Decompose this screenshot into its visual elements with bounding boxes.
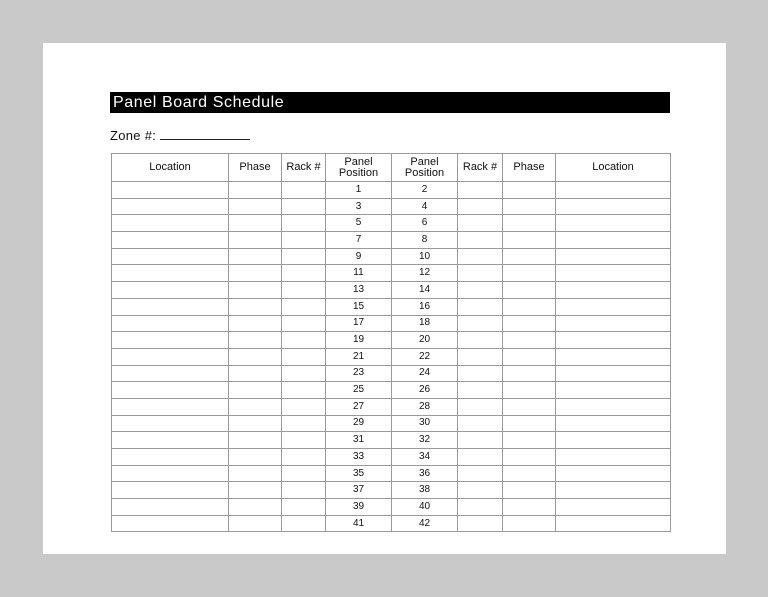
rack-left-cell[interactable] [282, 465, 326, 482]
rack-right-cell[interactable] [458, 482, 503, 499]
phase-left-cell[interactable] [229, 449, 282, 466]
phase-right-cell[interactable] [503, 265, 556, 282]
location-left-cell[interactable] [112, 348, 229, 365]
phase-left-cell[interactable] [229, 298, 282, 315]
table-row [112, 348, 671, 365]
rack-right-cell[interactable] [458, 449, 503, 466]
phase-right-cell[interactable] [503, 332, 556, 349]
column-header-panel-position-left: Panel Position [326, 154, 392, 182]
panel-position-right-cell: 32 [392, 432, 458, 449]
zone-field [110, 128, 250, 143]
table-row [112, 315, 671, 332]
rack-right-cell[interactable] [458, 382, 503, 399]
location-left-cell[interactable] [112, 298, 229, 315]
table-row [112, 332, 671, 349]
phase-left-cell[interactable] [229, 198, 282, 215]
rack-right-cell[interactable] [458, 332, 503, 349]
phase-right-cell[interactable] [503, 415, 556, 432]
rack-left-cell[interactable] [282, 398, 326, 415]
location-right-cell[interactable] [556, 248, 671, 265]
location-right-cell[interactable] [556, 332, 671, 349]
rack-left-cell[interactable] [282, 432, 326, 449]
phase-left-cell[interactable] [229, 232, 282, 249]
table-row [112, 499, 671, 516]
table-row [112, 365, 671, 382]
phase-right-cell[interactable] [503, 432, 556, 449]
location-left-cell[interactable] [112, 515, 229, 532]
phase-right-cell[interactable] [503, 515, 556, 532]
panel-position-right-cell: 28 [392, 398, 458, 415]
location-left-cell[interactable] [112, 182, 229, 199]
location-left-cell[interactable] [112, 282, 229, 299]
location-left-cell[interactable] [112, 415, 229, 432]
page-title: Panel Board Schedule [110, 92, 670, 113]
rack-right-cell[interactable] [458, 398, 503, 415]
location-left-cell[interactable] [112, 398, 229, 415]
phase-left-cell[interactable] [229, 415, 282, 432]
panel-position-right-cell: 36 [392, 465, 458, 482]
panel-position-right-cell: 4 [392, 198, 458, 215]
phase-left-cell[interactable] [229, 215, 282, 232]
panel-position-left-cell: 19 [326, 332, 392, 349]
rack-left-cell[interactable] [282, 215, 326, 232]
rack-left-cell[interactable] [282, 198, 326, 215]
table-row [112, 282, 671, 299]
location-left-cell[interactable] [112, 232, 229, 249]
location-right-cell[interactable] [556, 215, 671, 232]
phase-left-cell[interactable] [229, 282, 282, 299]
location-left-cell[interactable] [112, 482, 229, 499]
location-left-cell[interactable] [112, 382, 229, 399]
table-row [112, 248, 671, 265]
rack-right-cell[interactable] [458, 415, 503, 432]
phase-left-cell[interactable] [229, 382, 282, 399]
column-header-phase-left: Phase [229, 154, 282, 182]
panel-position-right-cell: 42 [392, 515, 458, 532]
location-right-cell[interactable] [556, 382, 671, 399]
rack-left-cell[interactable] [282, 315, 326, 332]
panel-position-right-cell: 12 [392, 265, 458, 282]
rack-right-cell[interactable] [458, 282, 503, 299]
panel-position-right-cell: 6 [392, 215, 458, 232]
panel-position-right-cell: 2 [392, 182, 458, 199]
rack-left-cell[interactable] [282, 265, 326, 282]
rack-left-cell[interactable] [282, 415, 326, 432]
phase-left-cell[interactable] [229, 398, 282, 415]
phase-right-cell[interactable] [503, 315, 556, 332]
panel-position-left-cell: 17 [326, 315, 392, 332]
location-right-cell[interactable] [556, 265, 671, 282]
column-header-location-right: Location [556, 154, 671, 182]
table-row [112, 382, 671, 399]
location-right-cell[interactable] [556, 365, 671, 382]
panel-position-left-cell: 37 [326, 482, 392, 499]
location-left-cell[interactable] [112, 198, 229, 215]
phase-left-cell[interactable] [229, 432, 282, 449]
panel-position-left-cell: 15 [326, 298, 392, 315]
panel-position-right-cell: 18 [392, 315, 458, 332]
panel-position-left-cell: 41 [326, 515, 392, 532]
table-row [112, 482, 671, 499]
phase-left-cell[interactable] [229, 182, 282, 199]
rack-left-cell[interactable] [282, 182, 326, 199]
phase-left-cell[interactable] [229, 515, 282, 532]
rack-right-cell[interactable] [458, 232, 503, 249]
phase-left-cell[interactable] [229, 332, 282, 349]
table-row [112, 449, 671, 466]
table-row [112, 232, 671, 249]
phase-right-cell[interactable] [503, 215, 556, 232]
rack-left-cell[interactable] [282, 248, 326, 265]
rack-right-cell[interactable] [458, 298, 503, 315]
panel-position-left-cell: 31 [326, 432, 392, 449]
location-left-cell[interactable] [112, 449, 229, 466]
panel-position-left-cell: 1 [326, 182, 392, 199]
location-left-cell[interactable] [112, 465, 229, 482]
panel-position-right-cell: 20 [392, 332, 458, 349]
rack-left-cell[interactable] [282, 298, 326, 315]
table-row [112, 415, 671, 432]
rack-right-cell[interactable] [458, 315, 503, 332]
phase-right-cell[interactable] [503, 482, 556, 499]
panel-position-left-cell: 11 [326, 265, 392, 282]
location-left-cell[interactable] [112, 265, 229, 282]
table-row [112, 398, 671, 415]
panel-position-right-cell: 14 [392, 282, 458, 299]
panel-position-right-cell: 22 [392, 348, 458, 365]
column-header-rack-left: Rack # [282, 154, 326, 182]
rack-left-cell[interactable] [282, 382, 326, 399]
phase-left-cell[interactable] [229, 265, 282, 282]
rack-right-cell[interactable] [458, 348, 503, 365]
phase-right-cell[interactable] [503, 499, 556, 516]
panel-position-right-cell: 16 [392, 298, 458, 315]
location-left-cell[interactable] [112, 499, 229, 516]
table-row [112, 215, 671, 232]
phase-right-cell[interactable] [503, 398, 556, 415]
rack-right-cell[interactable] [458, 432, 503, 449]
location-right-cell[interactable] [556, 482, 671, 499]
column-header-rack-right: Rack # [458, 154, 503, 182]
location-right-cell[interactable] [556, 182, 671, 199]
rack-right-cell[interactable] [458, 182, 503, 199]
panel-position-right-cell: 24 [392, 365, 458, 382]
rack-right-cell[interactable] [458, 248, 503, 265]
panel-position-right-cell: 8 [392, 232, 458, 249]
table-row [112, 298, 671, 315]
table-row [112, 265, 671, 282]
rack-right-cell[interactable] [458, 215, 503, 232]
panel-position-right-cell: 10 [392, 248, 458, 265]
phase-right-cell[interactable] [503, 449, 556, 466]
location-right-cell[interactable] [556, 465, 671, 482]
panel-position-left-cell: 29 [326, 415, 392, 432]
phase-right-cell[interactable] [503, 382, 556, 399]
phase-left-cell[interactable] [229, 348, 282, 365]
table-header-row [112, 154, 671, 182]
panel-position-left-cell: 33 [326, 449, 392, 466]
location-left-cell[interactable] [112, 432, 229, 449]
location-left-cell[interactable] [112, 248, 229, 265]
rack-left-cell[interactable] [282, 515, 326, 532]
panel-position-left-cell: 13 [326, 282, 392, 299]
table-row [112, 465, 671, 482]
location-right-cell[interactable] [556, 198, 671, 215]
phase-left-cell[interactable] [229, 315, 282, 332]
table-row [112, 182, 671, 199]
panel-position-left-cell: 5 [326, 215, 392, 232]
phase-right-cell[interactable] [503, 182, 556, 199]
phase-right-cell[interactable] [503, 232, 556, 249]
location-right-cell[interactable] [556, 432, 671, 449]
panel-position-left-cell: 3 [326, 198, 392, 215]
table-body [112, 182, 671, 532]
rack-left-cell[interactable] [282, 332, 326, 349]
rack-left-cell[interactable] [282, 348, 326, 365]
phase-right-cell[interactable] [503, 198, 556, 215]
rack-left-cell[interactable] [282, 482, 326, 499]
rack-right-cell[interactable] [458, 465, 503, 482]
location-right-cell[interactable] [556, 449, 671, 466]
phase-left-cell[interactable] [229, 465, 282, 482]
rack-right-cell[interactable] [458, 499, 503, 516]
panel-position-left-cell: 21 [326, 348, 392, 365]
panel-position-left-cell: 7 [326, 232, 392, 249]
location-right-cell[interactable] [556, 232, 671, 249]
location-left-cell[interactable] [112, 332, 229, 349]
panel-position-right-cell: 34 [392, 449, 458, 466]
location-right-cell[interactable] [556, 499, 671, 516]
table-row [112, 515, 671, 532]
panel-position-left-cell: 27 [326, 398, 392, 415]
location-right-cell[interactable] [556, 298, 671, 315]
location-right-cell[interactable] [556, 282, 671, 299]
panel-position-right-cell: 38 [392, 482, 458, 499]
table-row [112, 198, 671, 215]
rack-left-cell[interactable] [282, 365, 326, 382]
panel-position-right-cell: 26 [392, 382, 458, 399]
location-left-cell[interactable] [112, 215, 229, 232]
rack-right-cell[interactable] [458, 265, 503, 282]
panel-schedule-table [111, 153, 671, 532]
location-left-cell[interactable] [112, 365, 229, 382]
phase-right-cell[interactable] [503, 282, 556, 299]
zone-label: Zone #: [110, 128, 157, 143]
rack-right-cell[interactable] [458, 365, 503, 382]
phase-left-cell[interactable] [229, 248, 282, 265]
phase-left-cell[interactable] [229, 482, 282, 499]
panel-position-left-cell: 23 [326, 365, 392, 382]
phase-right-cell[interactable] [503, 465, 556, 482]
rack-left-cell[interactable] [282, 449, 326, 466]
phase-right-cell[interactable] [503, 365, 556, 382]
rack-left-cell[interactable] [282, 232, 326, 249]
rack-right-cell[interactable] [458, 198, 503, 215]
phase-left-cell[interactable] [229, 499, 282, 516]
location-right-cell[interactable] [556, 398, 671, 415]
rack-right-cell[interactable] [458, 515, 503, 532]
rack-left-cell[interactable] [282, 499, 326, 516]
phase-right-cell[interactable] [503, 298, 556, 315]
panel-position-left-cell: 35 [326, 465, 392, 482]
panel-position-left-cell: 39 [326, 499, 392, 516]
column-header-location-left: Location [112, 154, 229, 182]
location-right-cell[interactable] [556, 515, 671, 532]
phase-right-cell[interactable] [503, 248, 556, 265]
panel-position-right-cell: 40 [392, 499, 458, 516]
location-right-cell[interactable] [556, 415, 671, 432]
table-row [112, 432, 671, 449]
document-page [43, 43, 726, 554]
panel-position-left-cell: 9 [326, 248, 392, 265]
panel-position-left-cell: 25 [326, 382, 392, 399]
phase-left-cell[interactable] [229, 365, 282, 382]
column-header-panel-position-right: Panel Position [392, 154, 458, 182]
phase-right-cell[interactable] [503, 348, 556, 365]
location-right-cell[interactable] [556, 315, 671, 332]
location-right-cell[interactable] [556, 348, 671, 365]
panel-position-right-cell: 30 [392, 415, 458, 432]
zone-blank-line[interactable] [160, 129, 250, 140]
rack-left-cell[interactable] [282, 282, 326, 299]
column-header-phase-right: Phase [503, 154, 556, 182]
location-left-cell[interactable] [112, 315, 229, 332]
